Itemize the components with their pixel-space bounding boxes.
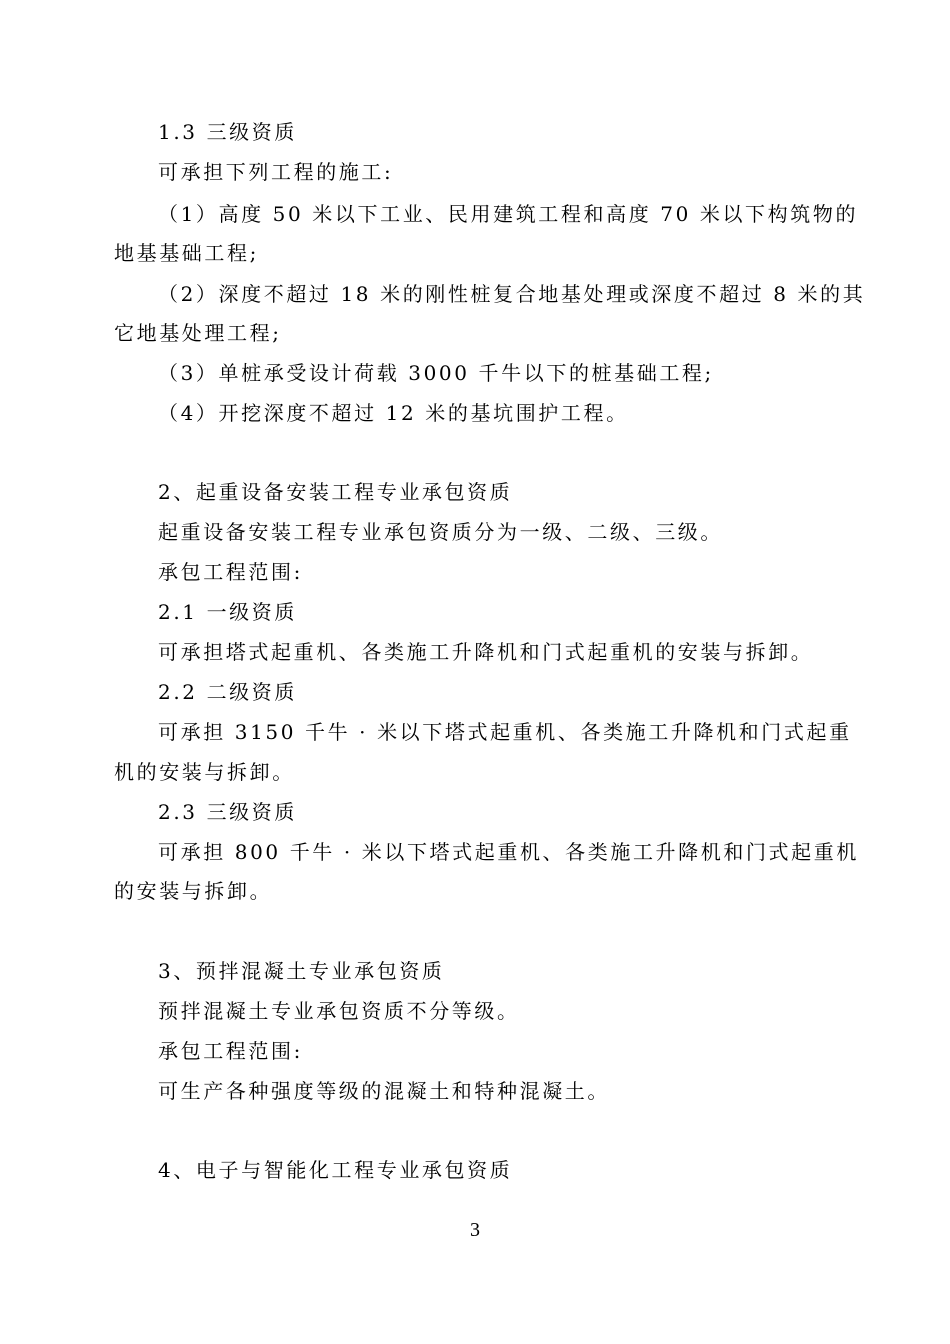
page-number: 3 xyxy=(470,1219,480,1241)
paragraph-line: 可生产各种强度等级的混凝土和特种混凝土。 xyxy=(158,1079,610,1103)
paragraph-line: 可承担塔式起重机、各类施工升降机和门式起重机的安装与拆卸。 xyxy=(158,640,814,664)
paragraph-line: 预拌混凝土专业承包资质不分等级。 xyxy=(158,999,520,1023)
section-2-2-heading: 2.2 二级资质 xyxy=(158,680,297,704)
list-item-1: （1）高度 50 米以下工业、民用建筑工程和高度 70 米以下构筑物的 xyxy=(158,202,859,226)
list-item-2-continued: 它地基处理工程; xyxy=(114,321,282,345)
paragraph-line-continued: 机的安装与拆卸。 xyxy=(114,760,295,784)
section-2-1-heading: 2.1 一级资质 xyxy=(158,600,297,624)
list-item-2: （2）深度不超过 18 米的刚性桩复合地基处理或深度不超过 8 米的其 xyxy=(158,282,866,306)
section-3-heading: 3、预拌混凝土专业承包资质 xyxy=(158,959,445,983)
list-item-3: （3）单桩承受设计荷载 3000 千牛以下的桩基础工程; xyxy=(158,361,714,385)
paragraph-line: 可承担 800 千牛 · 米以下塔式起重机、各类施工升降机和门式起重机 xyxy=(158,840,859,864)
paragraph-line: 可承担下列工程的施工: xyxy=(158,160,394,184)
list-item-4: （4）开挖深度不超过 12 米的基坑围护工程。 xyxy=(158,401,629,425)
section-1-3-heading: 1.3 三级资质 xyxy=(158,120,297,144)
paragraph-line: 可承担 3150 千牛 · 米以下塔式起重机、各类施工升降机和门式起重 xyxy=(158,720,852,744)
section-2-3-heading: 2.3 三级资质 xyxy=(158,800,297,824)
section-2-heading: 2、起重设备安装工程专业承包资质 xyxy=(158,480,513,504)
paragraph-line: 起重设备安装工程专业承包资质分为一级、二级、三级。 xyxy=(158,520,723,544)
section-4-heading: 4、电子与智能化工程专业承包资质 xyxy=(158,1158,513,1182)
paragraph-line-continued: 的安装与拆卸。 xyxy=(114,879,273,903)
paragraph-line: 承包工程范围: xyxy=(158,1039,303,1063)
list-item-1-continued: 地基基础工程; xyxy=(114,241,259,265)
paragraph-line: 承包工程范围: xyxy=(158,560,303,584)
